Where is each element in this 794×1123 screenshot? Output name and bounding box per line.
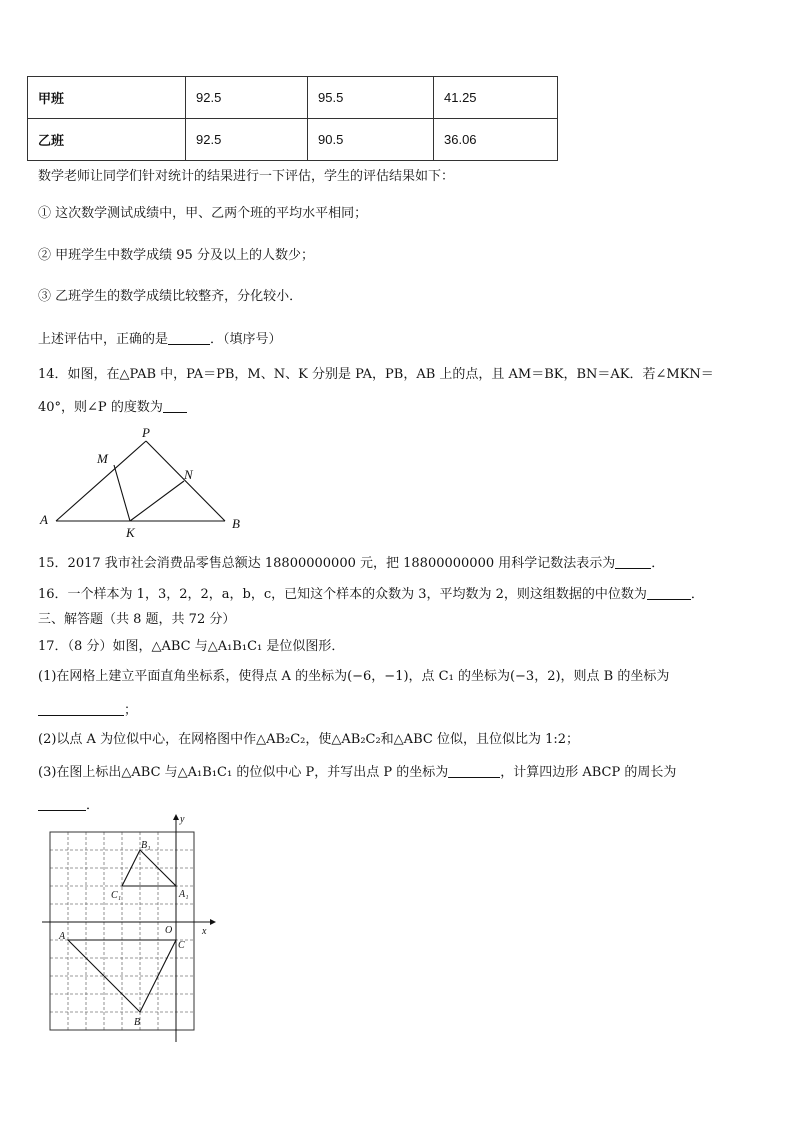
q14-line-2-text: 40°，则∠P 的度数为 bbox=[38, 400, 163, 415]
grid-border bbox=[50, 832, 194, 1030]
label-A: A bbox=[40, 512, 48, 527]
table-row bbox=[28, 119, 558, 161]
q13-prompt bbox=[38, 330, 282, 349]
q17-part-1-answer bbox=[38, 701, 137, 720]
label-B1: B₁ bbox=[141, 840, 151, 851]
q17-part-3-mid: ，计算四边形 ABCP 的周长为 bbox=[500, 765, 677, 780]
q14-line-1: 14．如图，在△PAB 中，PA＝PB，M、N、K 分别是 PA，PB，AB 上的点，且 AM＝BK，BN＝AK．若∠MKN＝ bbox=[38, 367, 714, 382]
q17-part-1: (1)在网格上建立平面直角坐标系，使得点 A 的坐标为(−6，−1)，点 C₁ 的坐标为(−3，2)，则点 B 的坐标为 bbox=[38, 669, 670, 684]
answer-blank[interactable] bbox=[163, 398, 187, 413]
table-row bbox=[28, 77, 558, 119]
stats-table bbox=[27, 76, 558, 161]
grid-lines bbox=[50, 832, 194, 1030]
table-cell: 乙班 bbox=[28, 119, 186, 161]
q13-prompt-end: ．（填序号） bbox=[210, 332, 282, 347]
label-C: C bbox=[178, 940, 185, 951]
label-P: P bbox=[142, 425, 150, 440]
section-heading: 三、解答题（共 8 题，共 72 分） bbox=[38, 612, 236, 627]
segment-MK bbox=[114, 465, 130, 521]
q17-part-3-text: (3)在图上标出△ABC 与△A₁B₁C₁ 的位似中心 P，并写出点 P 的坐标为 bbox=[38, 765, 449, 780]
answer-blank[interactable] bbox=[647, 585, 691, 600]
q13-item-3: ③ 乙班学生的数学成绩比较整齐，分化较小． bbox=[38, 289, 303, 304]
q16 bbox=[38, 585, 704, 604]
table-cell: 甲班 bbox=[28, 77, 186, 119]
q13-intro: 数学老师让同学们针对统计的结果进行一下评估，学生的评估结果如下： bbox=[38, 169, 455, 184]
q13-item-2: ② 甲班学生中数学成绩 95 分及以上的人数少； bbox=[38, 248, 314, 263]
label-B: B bbox=[134, 1017, 141, 1028]
triangle-figure bbox=[36, 424, 256, 544]
x-axis-arrow bbox=[210, 919, 216, 925]
q16-text: 16．一个样本为 1，3，2，2，a，b，c，已知这个样本的众数为 3，平均数为 2，则这组数据的中位数为 bbox=[38, 587, 647, 602]
table-cell: 41.25 bbox=[434, 77, 558, 119]
table-cell: 36.06 bbox=[434, 119, 558, 161]
q17-part-1-end: ； bbox=[124, 703, 138, 718]
label-x: x bbox=[202, 926, 207, 937]
segment-KN bbox=[130, 481, 184, 521]
label-y: y bbox=[180, 814, 185, 825]
table-cell: 90.5 bbox=[308, 119, 434, 161]
table-cell: 92.5 bbox=[186, 119, 308, 161]
q17-stem: 17．（8 分）如图，△ABC 与△A₁B₁C₁ 是位似图形． bbox=[38, 639, 345, 654]
coordinate-grid-figure bbox=[40, 812, 220, 1048]
q15 bbox=[38, 554, 664, 573]
q14-line-2 bbox=[38, 398, 187, 417]
answer-blank[interactable] bbox=[615, 554, 651, 569]
q15-end: ． bbox=[651, 556, 665, 571]
answer-blank[interactable] bbox=[168, 330, 210, 345]
label-N: N bbox=[184, 467, 193, 482]
q17-part-3-end: ． bbox=[86, 798, 100, 813]
q13-item-1: ① 这次数学测试成绩中，甲、乙两个班的平均水平相同； bbox=[38, 206, 368, 221]
answer-blank[interactable] bbox=[38, 796, 86, 811]
answer-blank[interactable] bbox=[448, 763, 500, 778]
label-A1: A₁ bbox=[179, 889, 189, 900]
table-cell: 92.5 bbox=[186, 77, 308, 119]
q15-text: 15．2017 我市社会消费品零售总额达 18800000000 元，把 18800000000 用科学记数法表示为 bbox=[38, 556, 616, 571]
label-K: K bbox=[126, 525, 135, 540]
label-A: A bbox=[59, 931, 66, 942]
q13-prompt-text: 上述评估中，正确的是 bbox=[38, 332, 169, 347]
q16-end: ． bbox=[690, 587, 704, 602]
answer-blank[interactable] bbox=[38, 701, 124, 716]
label-C1: C₁ bbox=[111, 890, 122, 901]
label-M: M bbox=[97, 451, 108, 466]
q17-part-3 bbox=[38, 763, 676, 782]
y-axis-arrow bbox=[173, 814, 179, 820]
label-B: B bbox=[232, 516, 240, 531]
label-O: O bbox=[165, 925, 173, 936]
q17-part-2: (2)以点 A 为位似中心，在网格图中作△AB₂C₂，使△AB₂C₂和△ABC 位似，且位似比为 1:2； bbox=[38, 732, 579, 747]
table-cell: 95.5 bbox=[308, 77, 434, 119]
